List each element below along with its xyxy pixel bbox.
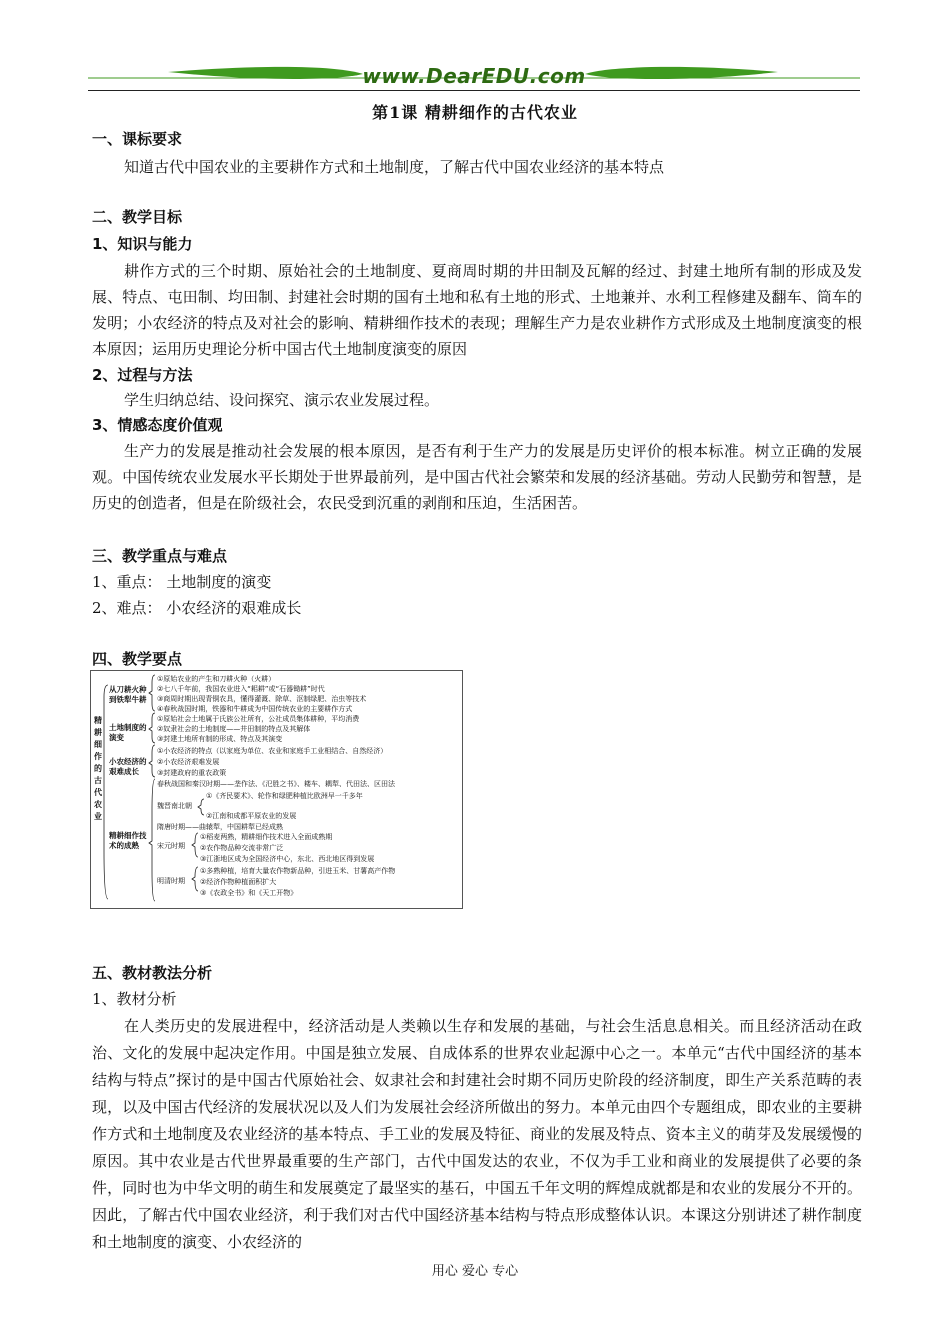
branch4-period: 宋元时期 (157, 842, 185, 850)
subheading-emotion: 3、情感态度价值观 (92, 416, 223, 434)
branch4-period: 明清时期 (157, 877, 185, 885)
branch4-item: ①多熟种植，培育大量农作物新品种，引进玉米、甘薯高产作物 (200, 867, 396, 875)
site-header (88, 62, 860, 90)
branch1-item: ②七八千年前，我国农业进入“耜耕”或“石器锄耕”时代 (157, 685, 325, 693)
knowledge-text: 耕作方式的三个时期、原始社会的土地制度、夏商周时期的井田制及瓦解的经过、封建土地所有制的形成及发展、特点、屯田制、均田制、封建社会时期的国有土地和私有土地的形式、土地兼并、水利工程修建及翻车、筒车的发明；小农经济的特点及对社会的影响、精耕细作技术的表现；理解生产力是农业耕作方式形成及土地制度演变的根本原因；运用历史理论分析中国古代土地制度演变的原因 (92, 262, 862, 358)
branch1-item: ③商周时期出现青铜农具，懂得灌溉、除草、沤制绿肥、治虫等技术 (157, 695, 367, 703)
branch4-item: ③《农政全书》和《天工开物》 (200, 889, 298, 897)
branch4-item: ①稻麦两熟，精耕细作技术进入全面成熟期 (200, 833, 333, 841)
section-heading-3: 三、教学重点与难点 (92, 547, 228, 565)
section-heading-1: 一、课标要求 (92, 130, 183, 148)
branch-farming: 从刀耕火种到铁犁牛耕 (109, 685, 147, 704)
emotion-text: 生产力的发展是推动社会发展的根本原因，是否有利于生产力的发展是历史评价的根本标准。树立正确的发展观。中国传统农业发展水平长期处于世界最前列，是中国古代社会繁荣和发展的经济基础。劳动人民勤劳和智慧，是历史的创造者，但是在阶级社会，农民受到沉重的剥削和压迫，生活困苦。 (92, 442, 862, 512)
page-title: 第1课 精耕细作的古代农业 (372, 103, 578, 122)
page-footer: 用心 爱心 专心 (431, 1264, 519, 1279)
branch-land-system: 土地制度的演变 (109, 723, 147, 742)
branch1-item: ①原始农业的产生和刀耕火种（火耕） (157, 675, 276, 683)
branch-intensive-farming: 精耕细作技术的成熟 (109, 831, 147, 850)
s1-text: 知道古代中国农业的主要耕作方式和土地制度，了解古代中国农业经济的基本特点 (124, 158, 665, 176)
process-text: 学生归纳总结、设问探究、演示农业发展过程。 (124, 391, 440, 409)
branch1-item: ④春秋战国时期，铁器和牛耕成为中国传统农业的主要耕作方式 (157, 705, 353, 713)
branch4-item: ③江浙地区成为全国经济中心，东北、西北地区得到发展 (200, 855, 375, 863)
branch4-item: ②农作物品种交流非常广泛 (200, 844, 284, 852)
branch2-item: ①原始社会土地属于氏族公社所有，公社成员集体耕种，平均消费 (157, 715, 360, 723)
subheading-knowledge: 1、知识与能力 (92, 235, 193, 253)
branch2-item: ②奴隶社会的土地制度——井田制的特点及其解体 (157, 725, 311, 733)
site-url[interactable]: www.DearEDU.com (362, 64, 586, 88)
branch3-item: ①小农经济的特点（以家庭为单位、农业和家庭手工业相结合、自然经济） (157, 747, 388, 755)
section-heading-4: 四、教学要点 (92, 650, 183, 668)
subheading-process: 2、过程与方法 (92, 366, 193, 384)
branch2-item: ③封建土地所有制的形成、特点及其演变 (157, 735, 283, 743)
key-point: 1、重点： 土地制度的演变 (92, 573, 272, 591)
teaching-points-mindmap (90, 670, 463, 909)
section-heading-5: 五、教材教法分析 (92, 964, 213, 982)
branch4-period: 隋唐时期——曲辕犁，中国耕犁已经成熟 (157, 823, 283, 831)
branch4-item: ①《齐民要术》、轮作和绿肥种植比欧洲早一千多年 (206, 792, 363, 800)
branch4-item: ②经济作物种植面积扩大 (200, 878, 277, 886)
branch4-item: ②江南和成都平原农业的发展 (206, 812, 297, 820)
branch3-item: ②小农经济艰难发展 (157, 758, 220, 766)
branch3-item: ③封建政府的重农政策 (157, 769, 227, 777)
branch-small-peasant: 小农经济的艰难成长 (109, 757, 147, 776)
difficult-point: 2、难点： 小农经济的艰难成长 (92, 599, 302, 617)
subheading-textbook: 1、教材分析 (92, 990, 177, 1008)
section-heading-2: 二、教学目标 (92, 208, 183, 226)
mindmap-root: 精耕细作的古代农业 (94, 716, 102, 821)
header-divider (88, 90, 860, 91)
branch4-period: 魏晋南北朝 (157, 802, 192, 810)
branch4-period: 春秋战国和秦汉时期——垄作法、《氾胜之书》、耧车、耦犁、代田法、区田法 (157, 780, 395, 788)
textbook-analysis-text: 在人类历史的发展进程中，经济活动是人类赖以生存和发展的基础，与社会生活息息相关。而且经济活动在政治、文化的发展中起决定作用。中国是独立发展、自成体系的世界农业起源中心之一。本单元“古代中国经济的基本结构与特点”探讨的是中国古代原始社会、奴隶社会和封建社会时期不同历史阶段的经济制度，即生产关系范畴的表现，以及中国古代经济的发展状况以及人们为发展社会经济所做出的努力。本单元由四个专题组成，即农业的主要耕作方式和土地制度及农业经济的基本特点、手工业的发展及特征、商业的发展及特点、资本主义的萌芽及发展缓慢的原因。其中农业是古代世界最重要的生产部门，古代中国发达的农业，不仅为手工业和商业的发展提供了必要的条件，同时也为中华文明的萌生和发展奠定了最坚实的基石，中国五千年文明的辉煌成就都是和农业的发展分不开的。因此，了解古代中国农业经济，利于我们对古代中国经济基本结构与特点形成整体认识。本课这分别讲述了耕作制度和土地制度的演变、小农经济的 (92, 1017, 862, 1251)
